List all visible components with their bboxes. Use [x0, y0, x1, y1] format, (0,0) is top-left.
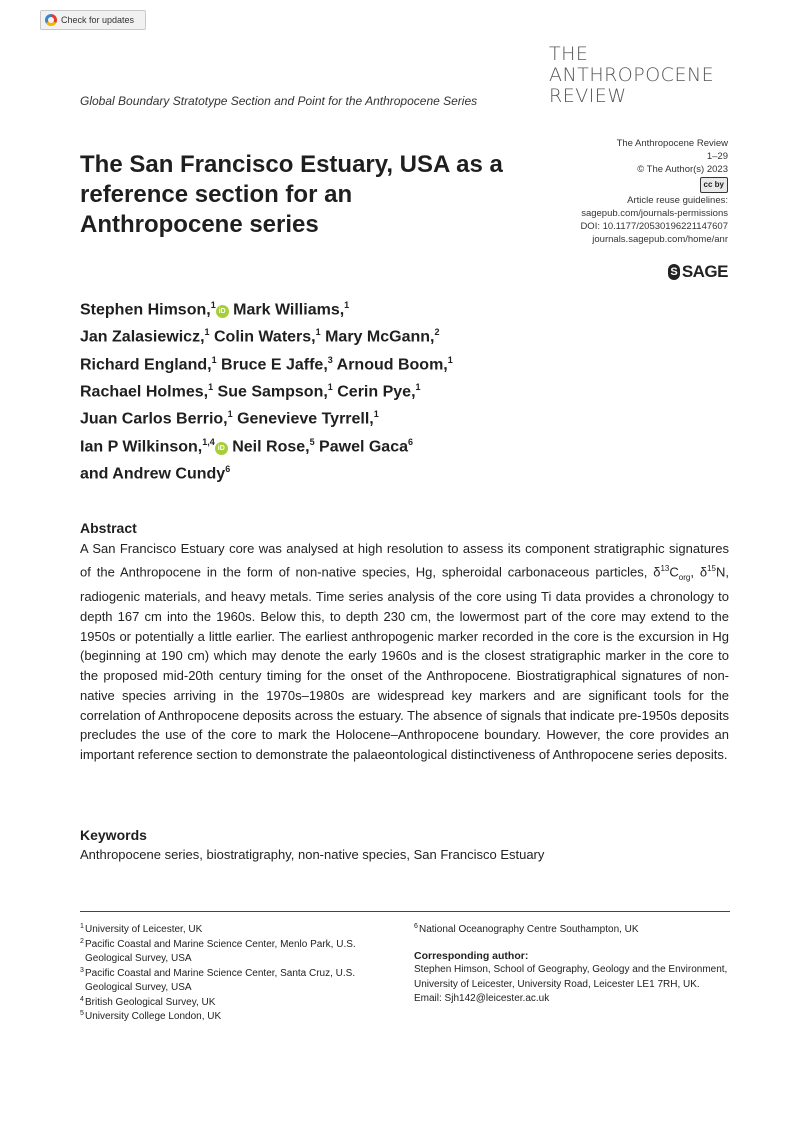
author-name: Pawel Gaca: [319, 437, 408, 455]
cc-license-icon[interactable]: cc by: [700, 177, 728, 193]
abstract-text: [80, 539, 729, 765]
publisher-name: SAGE: [681, 262, 728, 281]
author-affiliation-sup: 1: [415, 381, 421, 392]
author-name: Mark Williams,: [233, 301, 345, 319]
author-name: Ian P Wilkinson,: [80, 437, 203, 455]
sage-s-icon: S: [668, 264, 680, 280]
author-name: Bruce E Jaffe,: [221, 355, 328, 373]
author-name: Colin Waters,: [213, 328, 316, 346]
author-affiliation-sup: 1: [315, 327, 321, 338]
abstract-sup: 13: [660, 563, 670, 573]
author-name: and Andrew Cundy: [80, 465, 226, 483]
author-name: Sue Sampson,: [217, 383, 328, 401]
author-affiliation-sup: 5: [309, 436, 315, 447]
journal-logo-line: ANTHROPOCENE: [549, 64, 715, 86]
journal-logo-line: REVIEW: [549, 85, 627, 107]
affiliation-item: 4 British Geological Survey, UK: [80, 995, 216, 1008]
journal-logo: [549, 44, 734, 107]
article-metadata: [488, 137, 728, 246]
author-name: Richard England,: [80, 355, 212, 373]
footnote-divider: [80, 911, 730, 912]
abstract-part: , δ: [690, 564, 708, 580]
crossmark-icon: [45, 14, 57, 26]
author-affiliation-sup: 1: [373, 409, 379, 420]
affiliation-item: 3 Pacific Coastal and Marine Science Center, Santa Cruz, U.S. Geological Survey, USA: [80, 966, 356, 993]
abstract-sup: 15: [707, 563, 717, 573]
author-affiliation-sup: 1: [204, 327, 210, 338]
article-title: The San Francisco Estuary, USA as a reference section for an Anthropocene series: [80, 151, 503, 238]
author-name: Rachael Holmes,: [80, 383, 209, 401]
author-name: Cerin Pye,: [337, 383, 416, 401]
author-name: Stephen Himson,: [80, 301, 211, 319]
author-list: [80, 294, 550, 485]
author-affiliation-sup: 1: [211, 354, 217, 365]
affiliations-left: [80, 923, 400, 1025]
journal-logo-line: THE: [549, 43, 589, 65]
orcid-icon[interactable]: iD: [216, 305, 229, 318]
author-name: Mary McGann,: [325, 328, 435, 346]
series-label: Global Boundary Stratotype Section and Point for the Anthropocene Series: [80, 94, 478, 108]
affiliations-right: [414, 923, 734, 1007]
abstract-part: N, radiogenic materials, and heavy metals. Time series analysis of the core using Ti data provides a chronology to depth 167 cm into the 1960s. Below this, to depth 230 cm, the lowermost part of the core may extend to the 1950s or potentially a little earlier. The earliest anthropogenic marker recorded in the core is the excursion in Hg (beginning at 190 cm) which may denote the early 1960s and is the closest stratigraphic marker in the core to the proposed mid-20th century timing for the onset of the Anthropocene. Biostratigraphical signatures of non-native species arriving in the 1970s–1980s are widespread key markers and are significant tools for the correlation of Anthropocene deposits across the estuary. The absence of signals that indicate pre-1950s deposits precludes the use of the core to mark the Holocene–Anthropocene boundary. However, the core provides an important reference section to demonstrate the palaeontological distinctiveness of Anthropocene series deposits.: [80, 564, 730, 762]
journal-home-link[interactable]: journals.sagepub.com/home/anr: [592, 234, 728, 245]
corresponding-author-address: Stephen Himson, School of Geography, Geology and the Environment, University of Leicester, University Road, Leicester LE1 7RH, UK.: [414, 964, 728, 990]
abstract-part: A San Francisco Estuary core was analysed at high resolution to assess its component stratigraphic signatures of the Anthropocene in the form of non-native species, Hg, spheroidal carbonaceous particles, δ: [80, 541, 729, 580]
author-affiliation-sup: 1: [208, 381, 214, 392]
corresponding-author-email[interactable]: Email: Sjh142@leicester.ac.uk: [414, 993, 550, 1004]
author-name: Arnoud Boom,: [336, 355, 448, 373]
affiliation-item: 6 National Oceanography Centre Southampton, UK: [414, 923, 639, 935]
author-name: Jan Zalasiewicz,: [80, 328, 205, 346]
affiliation-item: 2 Pacific Coastal and Marine Science Center, Menlo Park, U.S. Geological Survey, USA: [80, 937, 356, 964]
author-affiliation-sup: 1: [227, 409, 233, 420]
reuse-link[interactable]: sagepub.com/journals-permissions: [581, 208, 728, 219]
author-name: Neil Rose,: [232, 437, 310, 455]
author-affiliation-sup: 3: [327, 354, 333, 365]
author-name: Genevieve Tyrrell,: [237, 410, 374, 428]
publisher-logo: [668, 262, 728, 282]
copyright: © The Author(s) 2023: [637, 164, 728, 175]
corresponding-author-heading: Corresponding author:: [414, 949, 529, 962]
author-affiliation-sup: 6: [408, 436, 414, 447]
keywords-text: Anthropocene series, biostratigraphy, non-native species, San Francisco Estuary: [80, 847, 545, 862]
keywords-heading: Keywords: [80, 827, 147, 843]
abstract-part: C: [669, 564, 679, 580]
abstract-sub: org: [678, 572, 691, 582]
check-for-updates-button[interactable]: [40, 10, 146, 30]
page-range: 1–29: [706, 151, 728, 162]
doi[interactable]: DOI: 10.1177/20530196221147607: [580, 221, 728, 232]
author-name: Juan Carlos Berrio,: [80, 410, 228, 428]
author-affiliation-sup: 1,4: [202, 436, 215, 447]
author-affiliation-sup: 1: [344, 300, 350, 310]
affiliation-item: 1 University of Leicester, UK: [80, 923, 203, 935]
author-affiliation-sup: 2: [434, 327, 440, 338]
author-affiliation-sup: 1: [210, 300, 216, 310]
author-affiliation-sup: 1: [327, 381, 333, 392]
author-affiliation-sup: 1: [447, 354, 453, 365]
affiliation-item: 5 University College London, UK: [80, 1010, 222, 1022]
orcid-icon[interactable]: iD: [215, 442, 228, 455]
check-for-updates-label: Check for updates: [61, 15, 135, 25]
author-affiliation-sup: 6: [225, 463, 231, 474]
journal-name: The Anthropocene Review: [616, 138, 728, 149]
reuse-guidelines: Article reuse guidelines:: [627, 195, 728, 206]
abstract-heading: Abstract: [80, 520, 137, 536]
